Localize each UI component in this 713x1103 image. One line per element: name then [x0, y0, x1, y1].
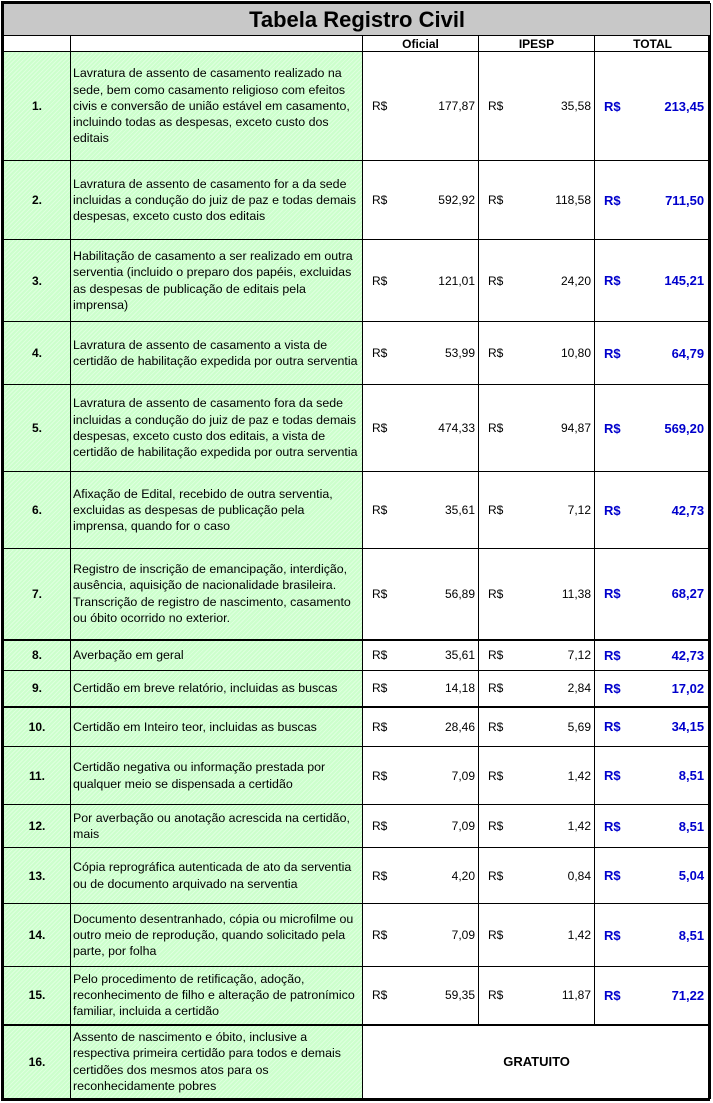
header-number — [4, 36, 71, 52]
ipesp-value: 24,20 — [509, 240, 595, 322]
total-currency: R$ — [595, 640, 629, 671]
total-value: 42,73 — [629, 472, 711, 549]
row-number: 14. — [4, 904, 71, 967]
ipesp-currency: R$ — [479, 472, 509, 549]
table-row-free — [4, 1025, 711, 1099]
oficial-currency: R$ — [363, 707, 393, 747]
row-description: Certidão em Inteiro teor, incluidas as buscas — [71, 707, 363, 747]
row-description: Certidão negativa ou informação prestada por qualquer meio se dispensada a certidão — [71, 747, 363, 805]
total-currency: R$ — [595, 549, 629, 640]
row-number: 11. — [4, 747, 71, 805]
total-currency: R$ — [595, 747, 629, 805]
oficial-currency: R$ — [363, 472, 393, 549]
total-value: 8,51 — [629, 747, 711, 805]
oficial-value: 7,09 — [393, 904, 479, 967]
row-description: Lavratura de assento de casamento for a da sede incluidas a condução do juiz de paz e todas demais despesas, exceto custo dos editais — [71, 161, 363, 240]
row-description: Averbação em geral — [71, 640, 363, 671]
total-value: 71,22 — [629, 967, 711, 1025]
ipesp-value: 35,58 — [509, 52, 595, 161]
total-currency: R$ — [595, 240, 629, 322]
table-row — [4, 707, 711, 747]
oficial-currency: R$ — [363, 805, 393, 848]
table-row — [4, 385, 711, 472]
row-description: Lavratura de assento de casamento a vista de certidão de habilitação expedida por outra serventia — [71, 322, 363, 385]
ipesp-value: 2,84 — [509, 671, 595, 707]
row-description: Lavratura de assento de casamento realizado na sede, bem como casamento religioso com efeitos civis e conversão de união estável em casamento, incluindo todas as despesas, exceto custo dos editais — [71, 52, 363, 161]
ipesp-currency: R$ — [479, 52, 509, 161]
oficial-currency: R$ — [363, 322, 393, 385]
total-value: 42,73 — [629, 640, 711, 671]
ipesp-currency: R$ — [479, 240, 509, 322]
table-row — [4, 640, 711, 671]
oficial-currency: R$ — [363, 747, 393, 805]
table-row — [4, 472, 711, 549]
ipesp-value: 1,42 — [509, 747, 595, 805]
oficial-value: 7,09 — [393, 747, 479, 805]
row-number: 15. — [4, 967, 71, 1025]
ipesp-currency: R$ — [479, 805, 509, 848]
total-currency: R$ — [595, 904, 629, 967]
total-currency: R$ — [595, 161, 629, 240]
free-of-charge-label: GRATUITO — [363, 1025, 711, 1099]
header-row — [4, 36, 711, 52]
total-value: 569,20 — [629, 385, 711, 472]
ipesp-currency: R$ — [479, 322, 509, 385]
oficial-value: 177,87 — [393, 52, 479, 161]
oficial-value: 53,99 — [393, 322, 479, 385]
header-ipesp: IPESP — [479, 36, 595, 52]
table-row — [4, 805, 711, 848]
row-number: 12. — [4, 805, 71, 848]
row-number: 9. — [4, 671, 71, 707]
oficial-value: 4,20 — [393, 848, 479, 904]
table-row — [4, 848, 711, 904]
ipesp-value: 5,69 — [509, 707, 595, 747]
table-row — [4, 240, 711, 322]
total-currency: R$ — [595, 805, 629, 848]
ipesp-currency: R$ — [479, 707, 509, 747]
total-currency: R$ — [595, 848, 629, 904]
total-currency: R$ — [595, 385, 629, 472]
title-row — [4, 4, 711, 36]
oficial-value: 59,35 — [393, 967, 479, 1025]
oficial-currency: R$ — [363, 52, 393, 161]
total-currency: R$ — [595, 707, 629, 747]
table-row — [4, 549, 711, 640]
oficial-currency: R$ — [363, 671, 393, 707]
ipesp-currency: R$ — [479, 671, 509, 707]
row-description: Por averbação ou anotação acrescida na certidão, mais — [71, 805, 363, 848]
oficial-value: 56,89 — [393, 549, 479, 640]
row-description: Habilitação de casamento a ser realizado em outra serventia (incluido o preparo dos papéis, excluidas as despesas de publicação de editais pela imprensa) — [71, 240, 363, 322]
total-currency: R$ — [595, 967, 629, 1025]
ipesp-value: 0,84 — [509, 848, 595, 904]
row-number: 6. — [4, 472, 71, 549]
fee-table — [3, 3, 711, 1099]
total-value: 68,27 — [629, 549, 711, 640]
total-value: 17,02 — [629, 671, 711, 707]
table-row — [4, 967, 711, 1025]
ipesp-currency: R$ — [479, 747, 509, 805]
row-description: Assento de nascimento e óbito, inclusive a respectiva primeira certidão para todos e demais certidões dos mesmos atos para os reconhecidamente pobres — [71, 1025, 363, 1099]
ipesp-currency: R$ — [479, 640, 509, 671]
row-number: 16. — [4, 1025, 71, 1099]
oficial-value: 121,01 — [393, 240, 479, 322]
ipesp-currency: R$ — [479, 385, 509, 472]
row-number: 1. — [4, 52, 71, 161]
row-description: Registro de inscrição de emancipação, interdição, ausência, aquisição de nacionalidade brasileira. Transcrição de registro de nascimento, casamento ou óbito ocorrido no exterior. — [71, 549, 363, 640]
total-value: 711,50 — [629, 161, 711, 240]
total-value: 34,15 — [629, 707, 711, 747]
ipesp-value: 1,42 — [509, 805, 595, 848]
ipesp-value: 11,87 — [509, 967, 595, 1025]
row-description: Certidão em breve relatório, incluidas as buscas — [71, 671, 363, 707]
total-currency: R$ — [595, 472, 629, 549]
oficial-currency: R$ — [363, 161, 393, 240]
registry-fee-table — [1, 1, 710, 1101]
oficial-currency: R$ — [363, 385, 393, 472]
oficial-currency: R$ — [363, 640, 393, 671]
ipesp-currency: R$ — [479, 967, 509, 1025]
row-number: 2. — [4, 161, 71, 240]
table-row — [4, 322, 711, 385]
oficial-currency: R$ — [363, 904, 393, 967]
total-value: 64,79 — [629, 322, 711, 385]
ipesp-value: 118,58 — [509, 161, 595, 240]
total-currency: R$ — [595, 322, 629, 385]
total-currency: R$ — [595, 52, 629, 161]
header-oficial: Oficial — [363, 36, 479, 52]
row-number: 3. — [4, 240, 71, 322]
row-number: 4. — [4, 322, 71, 385]
oficial-value: 35,61 — [393, 472, 479, 549]
table-row — [4, 747, 711, 805]
row-number: 5. — [4, 385, 71, 472]
ipesp-currency: R$ — [479, 549, 509, 640]
table-row — [4, 161, 711, 240]
oficial-value: 474,33 — [393, 385, 479, 472]
row-number: 8. — [4, 640, 71, 671]
row-description: Cópia reprográfica autenticada de ato da serventia ou de documento arquivado na serventia — [71, 848, 363, 904]
oficial-currency: R$ — [363, 240, 393, 322]
total-currency: R$ — [595, 671, 629, 707]
ipesp-currency: R$ — [479, 848, 509, 904]
table-row — [4, 52, 711, 161]
oficial-value: 35,61 — [393, 640, 479, 671]
oficial-value: 592,92 — [393, 161, 479, 240]
row-description: Afixação de Edital, recebido de outra serventia, excluidas as despesas de publicação pela imprensa, quando for o caso — [71, 472, 363, 549]
table-row — [4, 904, 711, 967]
row-description: Documento desentranhado, cópia ou microfilme ou outro meio de reprodução, quando solicitado pela parte, por folha — [71, 904, 363, 967]
oficial-value: 14,18 — [393, 671, 479, 707]
row-description: Pelo procedimento de retificação, adoção, reconhecimento de filho e alteração de patronímico familiar, incluida a certidão — [71, 967, 363, 1025]
row-description: Lavratura de assento de casamento fora da sede incluidas a condução do juiz de paz e todas demais despesas, exceto custo dos editais, a vista de certidão de habilitação expedida por outra serventia — [71, 385, 363, 472]
ipesp-currency: R$ — [479, 904, 509, 967]
row-number: 10. — [4, 707, 71, 747]
ipesp-value: 1,42 — [509, 904, 595, 967]
oficial-value: 7,09 — [393, 805, 479, 848]
oficial-currency: R$ — [363, 549, 393, 640]
table-row — [4, 671, 711, 707]
row-number: 7. — [4, 549, 71, 640]
oficial-currency: R$ — [363, 848, 393, 904]
ipesp-value: 7,12 — [509, 472, 595, 549]
total-value: 213,45 — [629, 52, 711, 161]
ipesp-currency: R$ — [479, 161, 509, 240]
ipesp-value: 10,80 — [509, 322, 595, 385]
ipesp-value: 11,38 — [509, 549, 595, 640]
total-value: 145,21 — [629, 240, 711, 322]
header-description — [71, 36, 363, 52]
total-value: 8,51 — [629, 805, 711, 848]
total-value: 8,51 — [629, 904, 711, 967]
total-value: 5,04 — [629, 848, 711, 904]
table-title: Tabela Registro Civil — [4, 4, 711, 36]
row-number: 13. — [4, 848, 71, 904]
oficial-value: 28,46 — [393, 707, 479, 747]
header-total: TOTAL — [595, 36, 711, 52]
ipesp-value: 7,12 — [509, 640, 595, 671]
oficial-currency: R$ — [363, 967, 393, 1025]
ipesp-value: 94,87 — [509, 385, 595, 472]
